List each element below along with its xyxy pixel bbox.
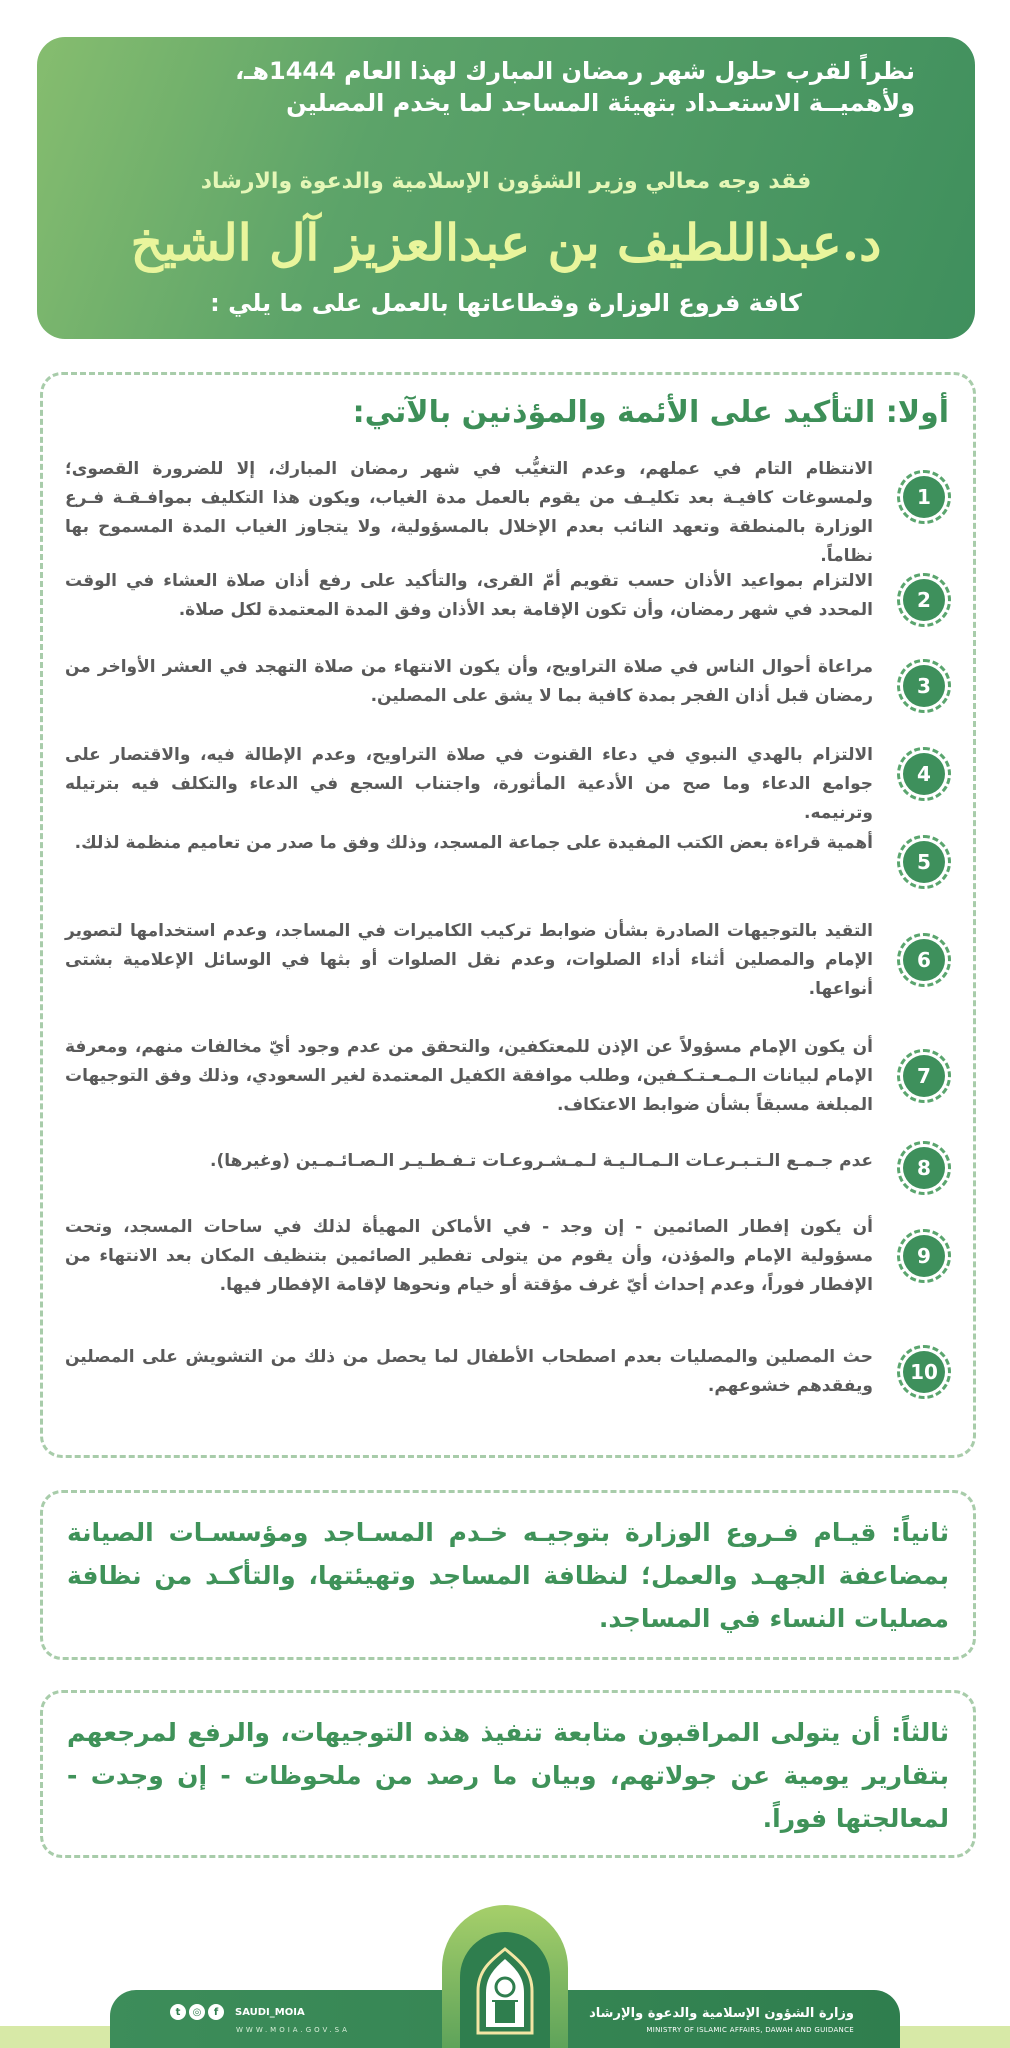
minister-line: فقد وجه معالي وزير الشؤون الإسلامية والدعوة والارشاد xyxy=(200,169,812,194)
ministry-name-ar: وزارة الشؤون الإسلامية والدعوة والإرشاد xyxy=(589,2006,854,2021)
item-text: مراعاة أحوال الناس في صلاة التراويح، وأن يكون الانتهاء من صلاة التهجد في العشر الأواخر من رمضان قبل أذان الفجر بمدة كافية بما لا يشق على المصلين. xyxy=(65,657,873,706)
item-text: الالتزام بمواعيد الأذان حسب تقويم أمّ القرى، والتأكيد على رفع أذان صلاة العشاء في الوقت المحدد في شهر رمضان، وأن تكون الإقامة بعد الأذان وفق المدة المعتمدة لكل صلاة. xyxy=(65,571,873,620)
number-badge: 9 xyxy=(897,1229,951,1283)
social-handle[interactable]: SAUDI_MOIA xyxy=(235,2006,305,2018)
number-badge: 3 xyxy=(897,659,951,713)
section-first-title: أولا: التأكيد على الأئمة والمؤذنين بالآتي: xyxy=(352,395,949,430)
item-text: التقيد بالتوجيهات الصادرة بشأن ضوابط تركيب الكاميرات في المساجد، وعدم استخدامها لتصوير الإمام والمصلين أثناء أداء الصلوات، وعدم نقل الصلوات أو بثها في الوسائل الإعلامية بشتى أنواعها. xyxy=(65,921,873,999)
facebook-icon[interactable]: f xyxy=(208,2004,224,2020)
item-text: حث المصلين والمصليات بعدم اصطحاب الأطفال لما يحصل من ذلك من التشويش على المصلين ويفقدهم خشوعهم. xyxy=(65,1347,873,1396)
instagram-icon[interactable]: ◎ xyxy=(189,2004,205,2020)
number-badge: 5 xyxy=(897,835,951,889)
number-badge: 2 xyxy=(897,573,951,627)
item-text: عدم جـمـع الـتـبـرعـات الـمـالـيـة لـمـشـروعـات تـفـطـيـر الـصـائـمـين (وغيرها). xyxy=(210,1151,873,1171)
ministry-logo-icon xyxy=(460,1932,550,2048)
twitter-icon[interactable]: t xyxy=(170,2004,186,2020)
minister-name: د.عبداللطيف بن عبدالعزيز آل الشيخ xyxy=(130,213,882,272)
section-second-text: ثانياً: قيـام فـروع الوزارة بتوجيـه خـدم المسـاجد ومؤسسـات الصيانة بمضاعفة الجهـد والعمل؛ لنظافة المساجد وتهيئتها، والتأكـد من نظافة مصليات النساء في المساجد. xyxy=(67,1518,949,1633)
item-text: الانتظام التام في عملهم، وعدم التغيُّب في شهر رمضان المبارك، إلا للضرورة القصوى؛ ولمسوغات كافيـة بعد تكليـف من يقوم بالعمل مدة الغياب، ويكون هذا التكليف بموافـقـة فـرع الوزارة بالمنطقة وتعهد النائب بعدم الإخلال بالمسؤولية، ولا يتجاوز الغياب المدة المسموح بها نظاماً. xyxy=(65,459,873,566)
section-third xyxy=(40,1690,976,1858)
intro-text xyxy=(95,55,915,119)
item-text: أن يكون الإمام مسؤولاً عن الإذن للمعتكفين، والتحقق من عدم وجود أيّ مخالفات منهم، ومعرفة الإمام لبيانات الـمـعـتـكـفين، وطلب موافقة الكفيل المعتمدة لغير السعودي، وذلك وفق التوجيهات المبلغة مسبقاً بشأن ضوابط الاعتكاف. xyxy=(65,1037,873,1115)
number-badge: 10 xyxy=(897,1345,951,1399)
social-links xyxy=(170,2004,305,2020)
intro-line-1: نظراً لقرب حلول شهر رمضان المبارك لهذا العام 1444هـ، xyxy=(235,57,915,85)
order-line: كافة فروع الوزارة وقطاعاتها بالعمل على ما يلي : xyxy=(210,289,802,317)
header-banner xyxy=(37,37,975,339)
item-text: أهمية قراءة بعض الكتب المفيدة على جماعة المسجد، وذلك وفق ما صدر من تعاميم منظمة لذلك. xyxy=(74,833,873,853)
number-badge: 8 xyxy=(897,1141,951,1195)
ministry-name-en: MINISTRY OF ISLAMIC AFFAIRS, DAWAH AND GUIDANCE xyxy=(646,2026,854,2034)
number-badge: 1 xyxy=(897,470,951,524)
section-third-text: ثالثاً: أن يتولى المراقبون متابعة تنفيذ هذه التوجيهات، والرفع لمرجعهم بتقارير يومية عن جولاتهم، وبيان ما رصد من ملحوظات - إن وجدت - لمعالجتها فوراً. xyxy=(67,1718,949,1833)
website-link[interactable]: WWW.MOIA.GOV.SA xyxy=(236,2026,350,2034)
mosque-emblem-icon xyxy=(470,1945,540,2035)
number-badge: 4 xyxy=(897,747,951,801)
section-second xyxy=(40,1490,976,1660)
item-text: الالتزام بالهدي النبوي في دعاء القنوت في صلاة التراويح، وعدم الإطالة فيه، والاقتصار على جوامع الدعاء وما صح من الأدعية المأثورة، واجتناب السجع في الدعاء والتكلف فيه بترتيله وترنيمه. xyxy=(65,745,873,823)
intro-line-2: ولأهميــة الاستعـداد بتهيئة المساجد لما يخدم المصلين xyxy=(286,89,915,117)
section-first xyxy=(40,372,976,1458)
number-badge: 6 xyxy=(897,933,951,987)
item-text: أن يكون إفطار الصائمين - إن وجد - في الأماكن المهيأة لذلك في ساحات المسجد، وتحت مسؤولية الإمام والمؤذن، وأن يقوم من يتولى تفطير الصائمين بتنظيف المكان بعد الانتهاء من الإفطار فوراً، وعدم إحداث أيّ غرف مؤقتة أو خيام ونحوها لإقامة الإفطار فيها. xyxy=(65,1217,873,1295)
number-badge: 7 xyxy=(897,1049,951,1103)
